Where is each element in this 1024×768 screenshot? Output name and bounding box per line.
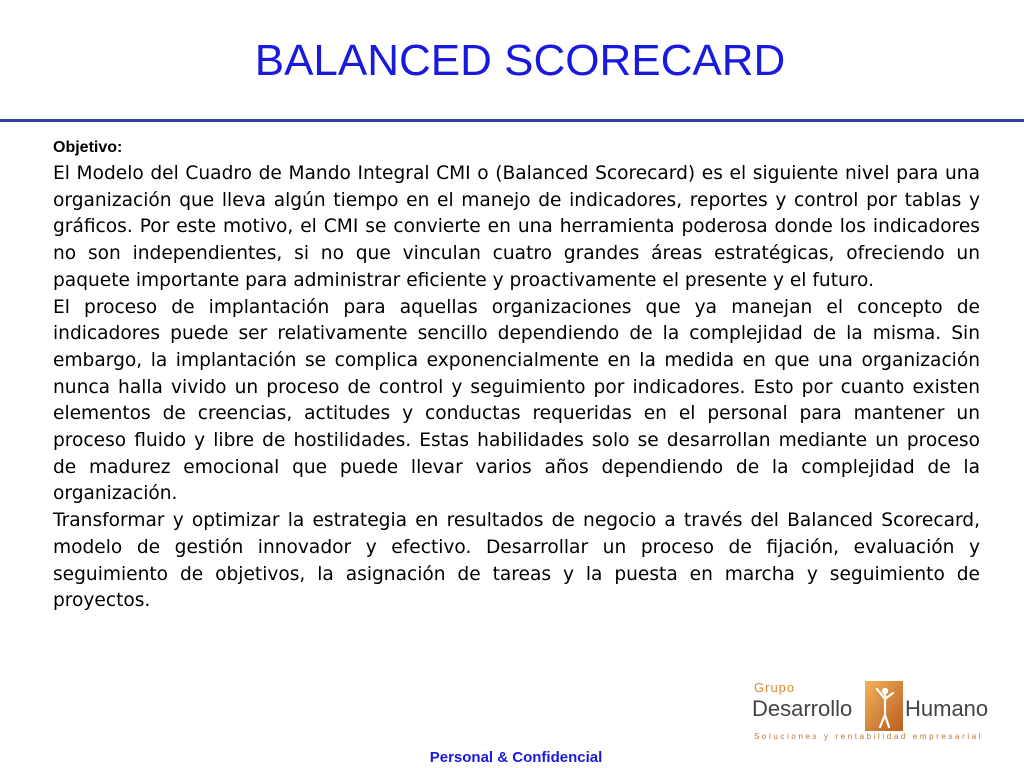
logo-name-right: Humano [905, 696, 989, 721]
footer-confidential: Personal & Confidencial [429, 749, 603, 766]
logo-grupo-text: Grupo [754, 680, 796, 695]
logo-tagline: Soluciones y rentabilidad empresarial [754, 732, 984, 741]
title-divider [0, 119, 1024, 122]
slide-title: BALANCED SCORECARD [254, 36, 786, 85]
objective-heading: Objetivo: [53, 139, 123, 156]
paragraph-2: El proceso de implantación para aquellas organizaciones que ya manejan el concepto de indicadores puede ser relativamente sencillo dependiendo de la complejidad de la misma. Sin embargo, la implantación se complica exponencialmente en la medida en que una organización nunca halla vivido un proceso de control y seguimiento por indicadores. Esto por cuanto existen elementos de creencias, actitudes y conductas requeridas en el personal para mantener un proceso fluido y libre de hostilidades. Estas habilidades solo se desarrollan mediante un proceso de madurez emocional que puede llevar varios años dependiendo de la complejidad de la organización. [53, 296, 980, 505]
company-logo [752, 680, 1012, 750]
slide-body [53, 135, 980, 615]
paragraph-1: El Modelo del Cuadro de Mando Integral CMI o (Balanced Scorecard) es el siguiente nivel para una organización que lleva algún tiempo en el manejo de indicadores, reportes y control por tablas y gráficos. Por este motivo, el CMI se convierte en una herramienta poderosa donde los indicadores no son independientes, si no que vinculan cuatro grandes áreas estratégicas, ofreciendo un paquete importante para administrar eficiente y proactivamente el presente y el futuro. [53, 163, 980, 291]
logo-name-left: Desarrollo [752, 696, 853, 721]
paragraph-3: Transformar y optimizar la estrategia en resultados de negocio a través del Balanced Scorecard, modelo de gestión innovador y efectivo. Desarrollar un proceso de fijación, evaluación y seguimiento de objetivos, la asignación de tareas y la puesta en marcha y seguimiento de proyectos. [53, 510, 980, 612]
figure-emblem-icon [865, 681, 903, 731]
